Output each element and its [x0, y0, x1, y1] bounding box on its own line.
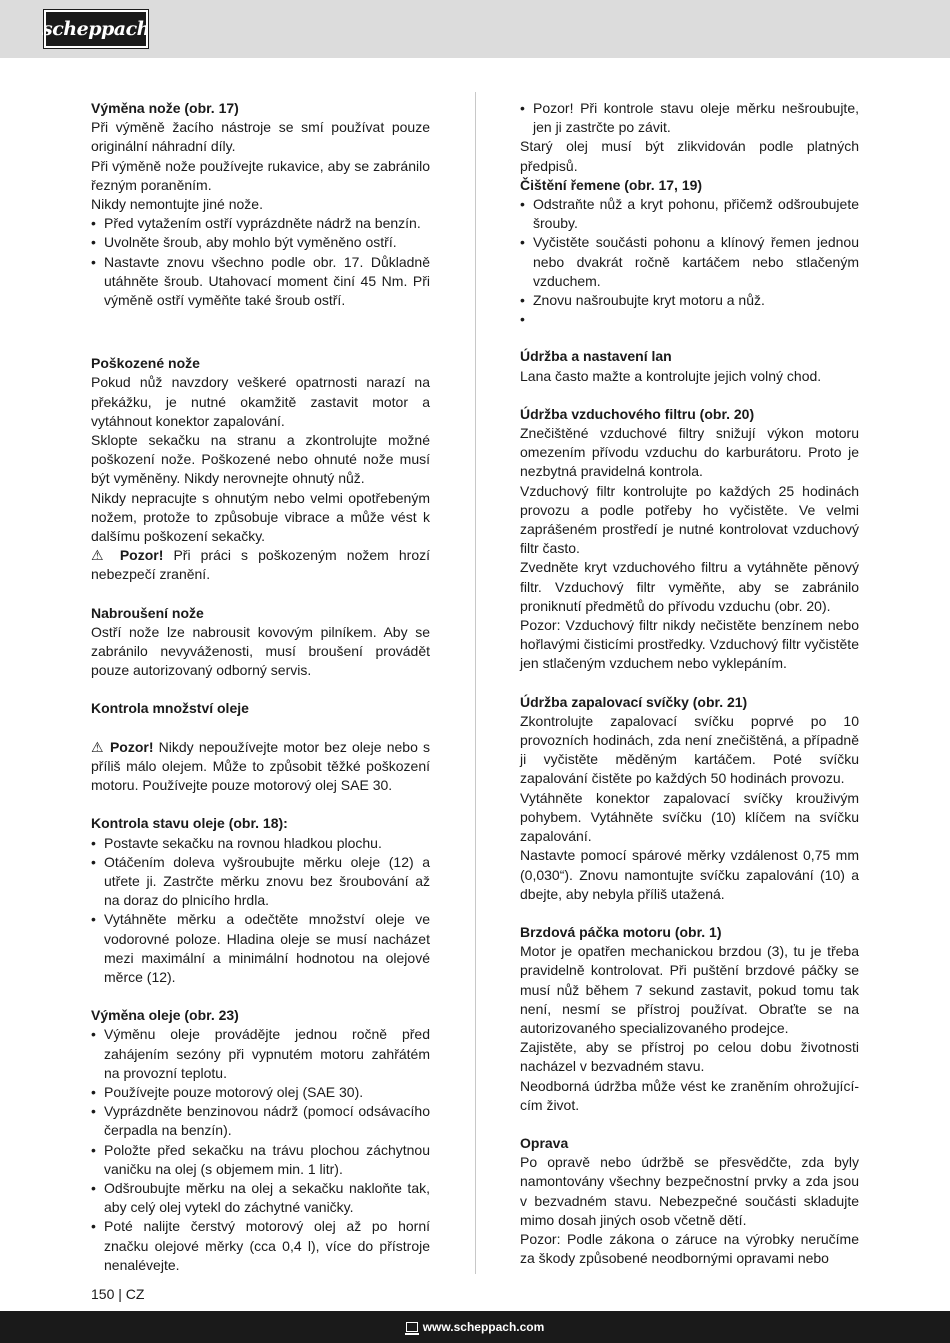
warning-paragraph: [91, 738, 430, 796]
paragraph: Sklopte sekačku na stranu a zkontrolujte možné poškození nože. Poškozené nebo ohnuté nože musí být vyměněny. Nikdy nerovnejte ohnutý nůž.: [91, 432, 430, 487]
paragraph: Pozor: Podle zákona o záruce na výrobky neručíme za škody způsobené neodbornými opravami nebo: [520, 1230, 859, 1267]
list-item: • Poté nalijte čerstvý motorový olej až po horní značku olejové měrky (cca 0,4 l), více do přístroje nenalévejte.: [91, 1217, 430, 1275]
list-item: • Vytáhněte měrku a odečtěte množství oleje ve vodorovné poloze. Hladina oleje se musí nacházet mezi maximální a minimální hodnotou na olejové měrce (12).: [91, 910, 430, 987]
section-knife-sharpening: [91, 604, 430, 681]
warning-icon: ⚠: [91, 738, 105, 755]
website-link[interactable]: www.scheppach.com: [422, 1320, 545, 1334]
paragraph: Při výměně žacího nástroje se smí používat pouze originální náhradní díly.: [91, 119, 430, 155]
section-title: Brzdová páčka motoru (obr. 1): [520, 923, 722, 940]
warning-label: Pozor!: [109, 738, 154, 755]
paragraph: Vzduchový filtr kontrolujte po každých 25 hodinách provozu a podle potřeby ho vyčistěte. Ve velmi zaprášeném prostředí je nutné kontrolovat vzduchový filtr často.: [520, 482, 859, 557]
bullet-list: [520, 99, 859, 137]
footer-bar: [0, 1311, 950, 1343]
section-oil-change: [91, 1006, 430, 1275]
paragraph: Lana často mažte a kontrolujte jejich volný chod.: [520, 367, 822, 384]
list-item: • Odstraňte nůž a kryt pohonu, přičemž odšroubujete šrouby.: [520, 195, 859, 233]
list-item: • Otáčením doleva vyšroubujte měrku oleje (12) a utřete ji. Zastrčte měrku znovu bez šroubování až na doraz do plnicího hrdla.: [91, 853, 430, 911]
laptop-icon: [406, 1322, 418, 1332]
right-column: [520, 99, 859, 1268]
paragraph: Nikdy nemontujte jiné nože.: [91, 196, 263, 213]
header-bar: [0, 0, 950, 58]
bullet-list: [91, 1025, 430, 1275]
column-divider: [475, 92, 476, 1274]
section-repair: [520, 1134, 859, 1268]
section-title: Kontrola množství oleje: [91, 700, 249, 717]
paragraph: Nastavte pomocí spárové měrky vzdálenost 0,75 mm (0,030“). Znovu namontujte svíčku zapalování (10) a dbejte, aby nebyla příliš utažená.: [520, 847, 859, 902]
paragraph: Znečištěné vzduchové filtry snižují výkon motoru omezením přívodu vzduchu do karburátoru. Proto je nezbytná pravidelná kontrola.: [520, 425, 859, 480]
left-column: [91, 99, 430, 1275]
paragraph: Vytáhněte konektor zapalovací svíčky krouživým pohybem. Vytáhněte svíčku (10) klíčem na svíčku zapalování.: [520, 789, 859, 845]
section-title: Poškozené nože: [91, 355, 200, 372]
warning-text: Při práci s poškozeným nožem hrozí nebezpečí zranění.: [91, 547, 430, 583]
brand-logo: scheppach: [44, 10, 148, 48]
section-oil-notes: [520, 99, 859, 176]
list-item: • Pozor! Při kontrole stavu oleje měrku nešroubujte, jen ji zastrčte po závit.: [520, 99, 859, 137]
section-brake-lever: [520, 923, 859, 1115]
section-oil-quantity: [91, 699, 430, 795]
section-knife-replacement: [91, 99, 430, 310]
list-item: • Před vytažením ostří vyprázdněte nádrž na benzín.: [91, 214, 430, 233]
section-title: Výměna nože (obr. 17): [91, 100, 239, 116]
list-item: • Položte před sekačku na trávu plochou záchytnou vaničku na olej (s objemem min. 1 litr).: [91, 1141, 430, 1179]
paragraph: Zajistěte, aby se přístroj po celou dobu životnosti nacházel v bezvadném stavu.: [520, 1039, 859, 1075]
section-title: Výměna oleje (obr. 23): [91, 1007, 239, 1024]
list-item: • Vyčistěte součásti pohonu a klínový řemen jednou nebo dvakrát ročně kartáčem nebo stlačeným vzduchem.: [520, 233, 859, 291]
section-belt-cleaning: [520, 176, 859, 330]
section-title: Nabroušení nože: [91, 604, 204, 621]
list-item: • Výměnu oleje provádějte jednou ročně před zahájením sezóny při vypnutém motoru zahřátém na provozní teplotu.: [91, 1025, 430, 1083]
warning-paragraph: [91, 546, 430, 584]
bullet-list: [520, 195, 859, 329]
section-cable-maintenance: [520, 347, 859, 385]
page-number: 150 | CZ: [91, 1286, 145, 1302]
list-item: • Postavte sekačku na rovnou hladkou plochu.: [91, 834, 430, 853]
bullet-list: [91, 214, 430, 310]
paragraph: Motor je opatřen mechanickou brzdou (3), tu je třeba pravidelně kontrolovat. Při puštění brzdové páčky se musí nůž během 7 sekund zastavit, pokud tomu tak není, nesmí se přístroj používat. Obraťte se na autorizovaného specializovaného prodejce.: [520, 943, 859, 1036]
list-item: • Odšroubujte měrku na olej a sekačku nakloňte tak, aby celý olej vytekl do záchytné vaničky.: [91, 1179, 430, 1217]
section-title: Čištění řemene (obr. 17, 19): [520, 176, 703, 193]
section-title: Údržba vzduchového filtru (obr. 20): [520, 405, 755, 422]
list-item: • Vyprázdněte benzinovou nádrž (pomocí odsávacího čerpadla na benzín).: [91, 1102, 430, 1140]
section-air-filter: [520, 405, 859, 674]
section-title: Oprava: [520, 1134, 569, 1151]
paragraph: Neodborná údržba může vést ke zraněním ohrožujícícím život.: [520, 1077, 859, 1113]
section-spark-plug: [520, 693, 859, 904]
section-oil-level-check: [91, 814, 430, 987]
paragraph: Pokud nůž navzdory veškeré opatrnosti narazí na překážku, je nutné okamžitě zastavit motor a vytáhnout konektor zapalování.: [91, 374, 430, 429]
warning-label: Pozor!: [119, 547, 164, 564]
list-item: [520, 310, 859, 329]
paragraph: Při výměně nože používejte rukavice, aby se zabránilo řezným poraněním.: [91, 157, 430, 193]
list-item: • Znovu našroubujte kryt motoru a nůž.: [520, 291, 859, 310]
list-item: • Nastavte znovu všechno podle obr. 17. Důkladně utáhněte šroub. Utahovací moment činí 45 Nm. Při výměně ostří vyměňte také šroub ostří.: [91, 253, 430, 311]
section-title: Kontrola stavu oleje (obr. 18):: [91, 815, 288, 832]
section-title: Údržba zapalovací svíčky (obr. 21): [520, 693, 748, 710]
paragraph: Nikdy nepracujte s ohnutým nebo velmi opotřebeným nožem, protože to způsobuje vibrace a může vést k dalšímu poškození sekačky.: [91, 489, 430, 545]
paragraph: Po opravě nebo údržbě se přesvědčte, zda byly namontovány všechny bezpečnostní prvky a zda jsou v bezvadném stavu. Nebezpečné součásti skladujte mimo dosah jiných osob včetně dětí.: [520, 1154, 859, 1228]
list-item: • Používejte pouze motorový olej (SAE 30).: [91, 1083, 430, 1102]
paragraph: Starý olej musí být zlikvidován podle platných předpisů.: [520, 138, 859, 174]
paragraph: Zkontrolujte zapalovací svíčku poprvé po 10 provozních hodinách, zda není znečištěná, a případně ji vyčistěte měděným kartáčem. Poté svíčku zapalování čistěte po každých 50 hodinách provozu.: [520, 712, 859, 787]
warning-icon: ⚠: [91, 547, 110, 564]
paragraph: Ostří nože lze nabrousit kovovým pilníkem. Aby se zabránilo nevyváženosti, musí broušení provádět pouze autorizovaný odborný servis.: [91, 623, 430, 679]
warning-text: Nikdy nepoužívejte motor bez oleje nebo s příliš málo olejem. Může to způsobit těžké poškození motoru. Používejte pouze motorový olej SAE 30.: [91, 738, 431, 794]
paragraph: Pozor: Vzduchový filtr nikdy nečistěte benzínem nebo hořlavými čisticími prostředky. Vzduchový filtr vyčistěte jen stlačeným vzduchem nebo vyklepáním.: [520, 617, 859, 672]
list-item: • Uvolněte šroub, aby mohlo být vyměněno ostří.: [91, 233, 430, 252]
section-title: Údržba a nastavení lan: [520, 348, 672, 365]
bullet-list: [91, 834, 430, 988]
section-damaged-knives: [91, 354, 430, 584]
paragraph: Zvedněte kryt vzduchového filtru a vytáhněte pěnový filtr. Vzduchový filtr vyměňte, aby se zabránilo proniknutí předmětů do přívodu vzduchu (obr. 20).: [520, 559, 859, 614]
